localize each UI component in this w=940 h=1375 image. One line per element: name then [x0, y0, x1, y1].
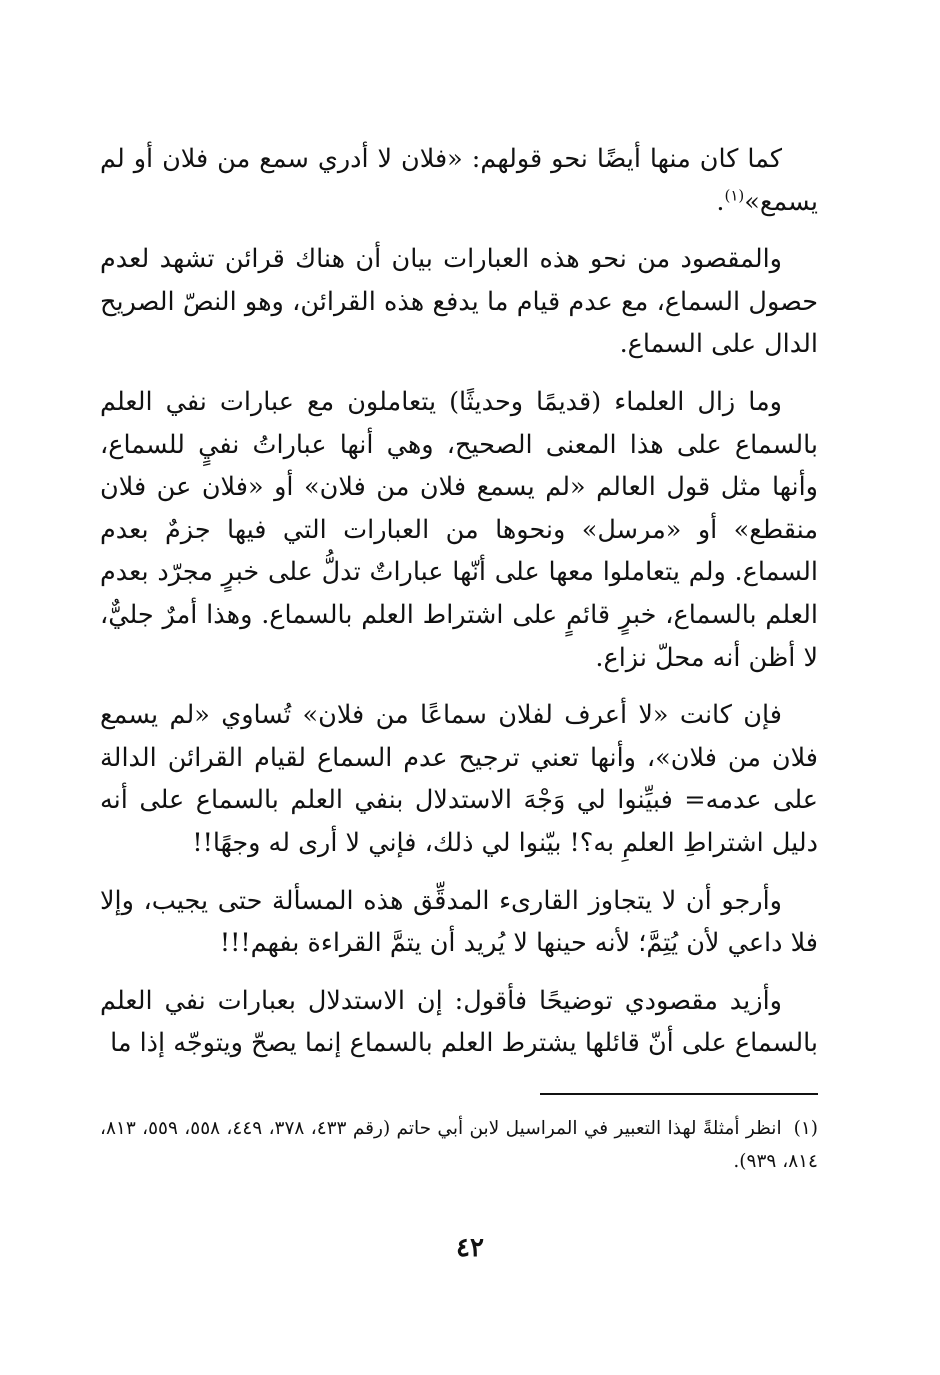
footnote-marker: (١) — [793, 1118, 818, 1139]
paragraph-1: كما كان منها أيضًا نحو قولهم: «فلان لا أدري سمع من فلان أو لم يسمع»$^{(١)}$. — [100, 144, 818, 217]
paragraph-2: والمقصود من نحو هذه العبارات بيان أن هناك قرائن تشهد لعدم حصول السماع، مع عدم قيام ما يدفع هذه القرائن، وهو النصّ الصريح الدال على السماع. — [100, 244, 818, 360]
paragraph-5: وأرجو أن لا يتجاوز القارىء المدقِّق هذه المسألة حتى يجيب، وإلا فلا داعي لأن يُتِمَّ؛ لأنه حينها لا يُريد أن يتمَّ القراءة بفهم!!! — [100, 885, 818, 959]
footnote-reference[interactable]: (١) — [724, 186, 745, 205]
footnote — [100, 1112, 818, 1178]
body-text — [100, 138, 818, 1080]
paragraph-3: وما زال العلماء (قديمًا وحديثًا) يتعاملون مع عبارات نفي العلم بالسماع على هذا المعنى الصحيح، وهي أنها عباراتُ نفيٍ للسماع، وأنها مثل قول العالم «لم يسمع فلان من فلان» أو «فلان عن فلان منقطع» أو «مرسل» ونحوها من العبارات التي فيها جزمٌ بعدم السماع. ولم يتعاملوا معها على أنّها عباراتٌ تدلُّ على خبرٍ مجرّد بعدم العلم بالسماع، خبرٍ قائمٍ على اشتراط العلم بالسماع. وهذا أمرٌ جليٌّ، لا أظن أنه محلّ نزاع. — [100, 386, 818, 673]
page-number: ٤٢ — [456, 1233, 484, 1263]
paragraph-4: فإن كانت «لا أعرف لفلان سماعًا من فلان» تُساوي «لم يسمع فلان من فلان»، وأنها تعني ترجيح عدم السماع لقيام القرائن الدالة على عدمه= فبيِّنوا لي وَجْهَ الاستدلال بنفي العلم بالسماع على أنه دليل اشتراطِ العلمِ به؟! بيّنوا لي ذلك، فإني لا أرى له وجهًا!! — [100, 700, 818, 858]
footnote-divider — [540, 1093, 818, 1095]
footnote-text: انظر أمثلةً لهذا التعبير في المراسيل لابن أبي حاتم (رقم ٤٣٣، ٣٧٨، ٤٤٩، ٥٥٨، ٥٥٩، ٨١٣، ٨١٤، ٩٣٩). — [100, 1118, 818, 1172]
paragraph-6: وأزيد مقصودي توضيحًا فأقول: إن الاستدلال بعبارات نفي العلم بالسماع على أنّ قائلها يشترط العلم بالسماع إنما يصحّ ويتوجّه إذا ما — [100, 985, 818, 1059]
paragraph-1-text: كما كان منها أيضًا نحو قولهم: «فلان لا أدري سمع من فلان أو لم يسمع» — [100, 144, 818, 217]
